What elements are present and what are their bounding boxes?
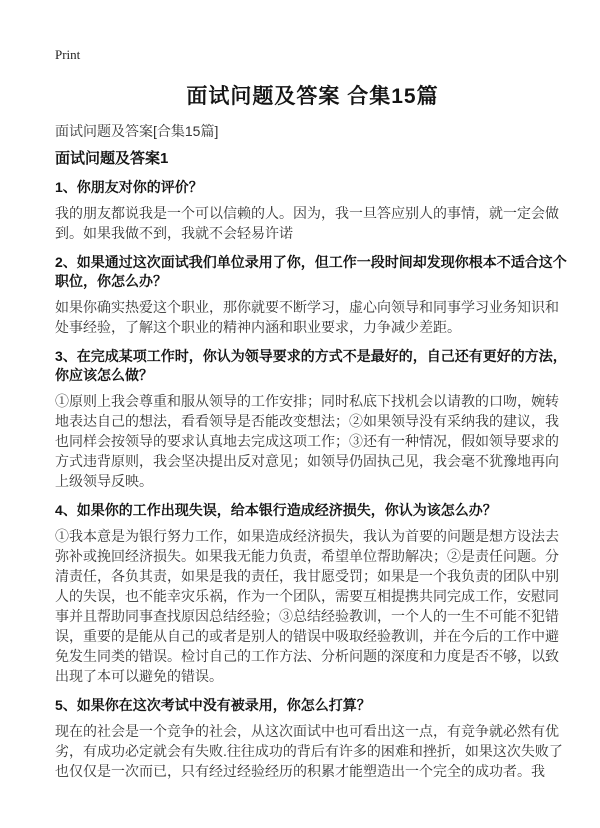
question-heading-2: 2、如果通过这次面试我们单位录用了你，但工作一段时间却发现你根本不适合这个职位，你怎么办？ [55, 254, 567, 289]
answer-paragraph-5: 现在的社会是一个竞争的社会，从这次面试中也可看出这一点，有竞争就必然有优劣，有成功必定就会有失败.往往成功的背后有许多的困难和挫折，如果这次失败了也仅仅是一次而已，只有经过经验经历的积累才能塑造出一个完全的成功者。我 [55, 723, 563, 779]
question-heading-5: 5、如果你在这次考试中没有被录用，你怎么打算？ [55, 697, 371, 713]
answer-paragraph-2: 如果你确实热爱这个职业，那你就要不断学习，虚心向领导和同事学习业务知识和处事经验，了解这个职业的精神内涵和职业要求，力争减少差距。 [55, 299, 559, 335]
question-heading-3: 3、在完成某项工作时，你认为领导要求的方式不是最好的，自己还有更好的方法，你应该怎么做？ [55, 348, 567, 383]
print-link[interactable]: Print [55, 47, 81, 62]
question-heading-4: 4、如果你的工作出现失误，给本银行造成经济损失，你认为该怎么办？ [55, 502, 497, 518]
question-heading-1: 1、你朋友对你的评价？ [55, 179, 203, 195]
doc-subtitle: 面试问题及答案[合集15篇] [55, 123, 219, 139]
answer-paragraph-4: ①我本意是为银行努力工作，如果造成经济损失，我认为首要的问题是想方设法去弥补或挽回经济损失。如果我无能力负责，希望单位帮助解决；②是责任问题。分清责任，各负其责，如果是我的责任，我甘愿受罚；如果是一个我负责的团队中别人的失误，也不能幸灾乐祸，作为一个团队，需要互相提携共同完成工作，安慰同事并且帮助同事查找原因总结经验；③总结经验教训，一个人的一生不可能不犯错误，重要的是能从自己的或者是别人的错误中吸取经验教训，并在今后的工作中避免发生同类的错误。检讨自己的工作方法、分析问题的深度和力度是否不够，以致出现了本可以避免的错误。 [55, 528, 559, 684]
page-title: 面试问题及答案 合集15篇 [186, 85, 439, 108]
answer-paragraph-3: ①原则上我会尊重和服从领导的工作安排；同时私底下找机会以请教的口吻，婉转地表达自己的想法，看看领导是否能改变想法；②如果领导没有采纳我的建议，我也同样会按领导的要求认真地去完成这项工作；③还有一种情况，假如领导要求的方式违背原则，我会坚决提出反对意见；如领导仍固执己见，我会毫不犹豫地再向上级领导反映。 [55, 393, 559, 489]
answer-paragraph-1: 我的朋友都说我是一个可以信赖的人。因为，我一旦答应别人的事情，就一定会做到。如果我做不到，我就不会轻易许诺 [55, 205, 559, 241]
section-heading: 面试问题及答案1 [55, 150, 169, 167]
